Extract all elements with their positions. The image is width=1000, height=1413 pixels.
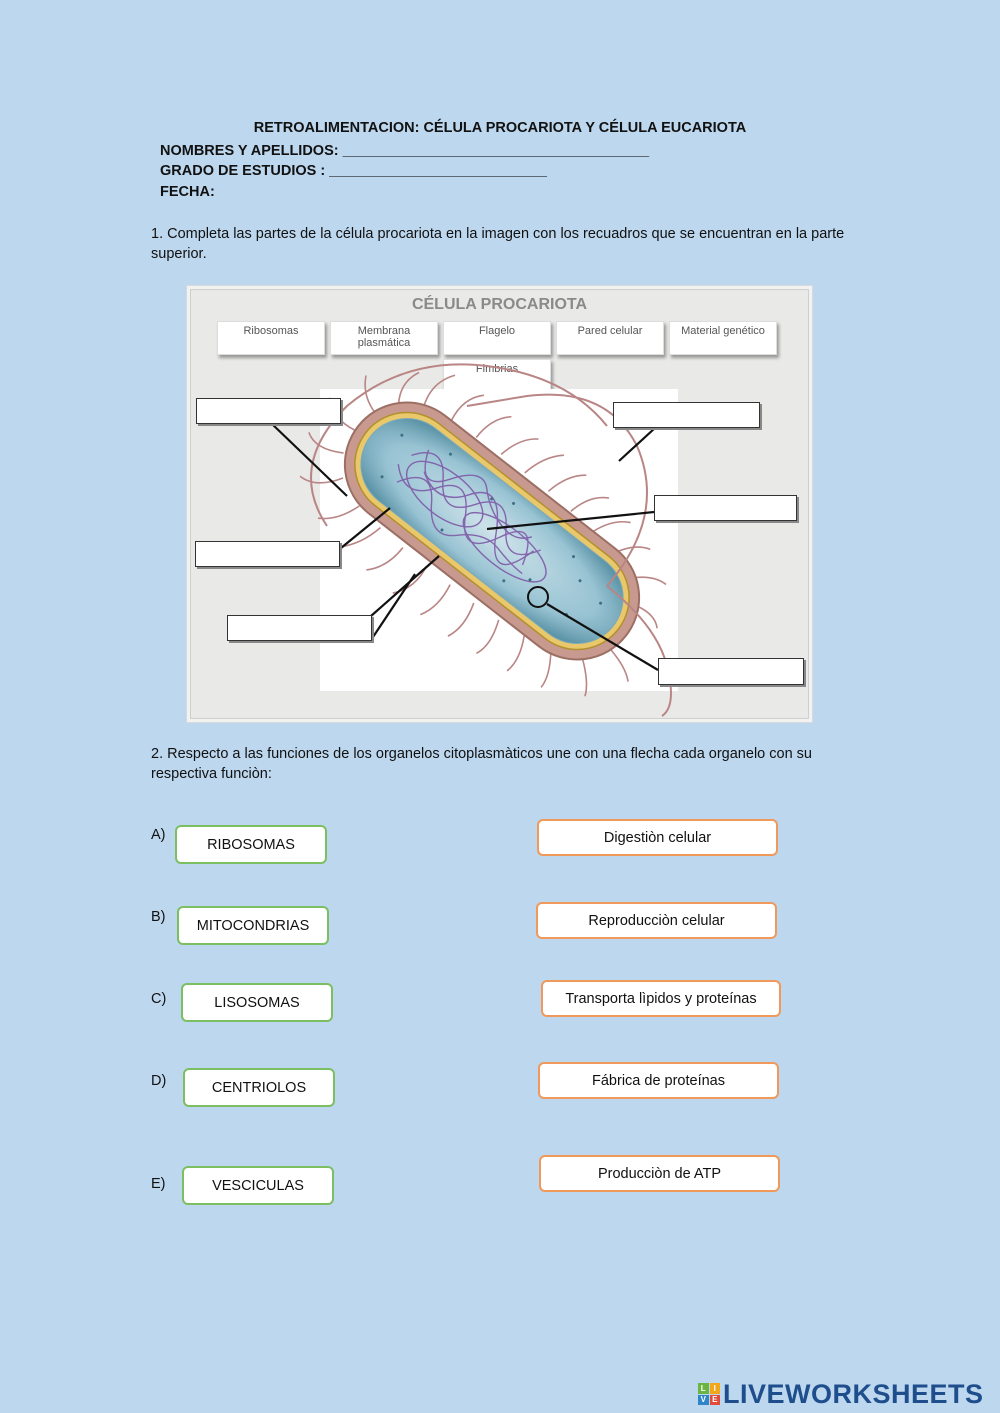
label-flagelo[interactable]: Flagelo — [443, 321, 551, 355]
label-material[interactable]: Material genético — [669, 321, 777, 355]
answer-box-3[interactable] — [227, 615, 372, 641]
grade-field-label: GRADO DE ESTUDIOS : ___________________________ — [160, 163, 547, 179]
organelle-centriolos[interactable]: CENTRIOLOS — [183, 1068, 335, 1107]
letter-c: C) — [151, 991, 167, 1007]
question-2-text: 2. Respecto a las funciones de los organelos citoplasmàticos une con una flecha cada organelo con su respectiva funciòn: — [151, 746, 812, 782]
function-reproduccion[interactable]: Reproducciòn celular — [536, 902, 777, 939]
liveworksheets-logo — [698, 1378, 984, 1410]
organelle-mitocondrias[interactable]: MITOCONDRIAS — [177, 906, 329, 945]
answer-box-2[interactable] — [195, 541, 340, 567]
answer-box-1[interactable] — [196, 398, 341, 424]
answer-box-5[interactable] — [654, 495, 797, 521]
question-1-text: 1. Completa las partes de la célula procariota en la imagen con los recuadros que se encuentran en la parte superior. — [151, 226, 845, 262]
logo-text: LIVEWORKSHEETS — [723, 1378, 984, 1409]
organelle-vesciculas[interactable]: VESCICULAS — [182, 1166, 334, 1205]
letter-d: D) — [151, 1073, 167, 1089]
diagram-title: CÉLULA PROCARIOTA — [411, 296, 588, 313]
date-field-label: FECHA: — [160, 184, 215, 200]
worksheet-title: RETROALIMENTACION: CÉLULA PROCARIOTA Y CÉLULA EUCARIOTA — [253, 120, 747, 136]
liveworksheets-logo-icon: L I V E — [698, 1383, 720, 1405]
answer-box-6[interactable] — [658, 658, 804, 685]
letter-e: E) — [151, 1176, 166, 1192]
function-fabrica[interactable]: Fábrica de proteínas — [538, 1062, 779, 1099]
letter-b: B) — [151, 909, 166, 925]
function-produccion-atp[interactable]: Producciòn de ATP — [539, 1155, 780, 1192]
prokaryotic-cell-diagram — [186, 285, 813, 723]
label-fimbrias[interactable]: Fimbrias — [443, 359, 551, 391]
label-membrana[interactable]: Membrana plasmática — [330, 321, 438, 355]
answer-box-4[interactable] — [613, 402, 760, 428]
names-field-label: NOMBRES Y APELLIDOS: ______________________________________ — [160, 143, 650, 159]
organelle-lisosomas[interactable]: LISOSOMAS — [181, 983, 333, 1022]
organelle-ribosomas[interactable]: RIBOSOMAS — [175, 825, 327, 864]
letter-a: A) — [151, 827, 166, 843]
function-digestion[interactable]: Digestiòn celular — [537, 819, 778, 856]
function-transporta[interactable]: Transporta lìpidos y proteínas — [541, 980, 781, 1017]
label-pared[interactable]: Pared celular — [556, 321, 664, 355]
label-ribosomas[interactable]: Ribosomas — [217, 321, 325, 355]
